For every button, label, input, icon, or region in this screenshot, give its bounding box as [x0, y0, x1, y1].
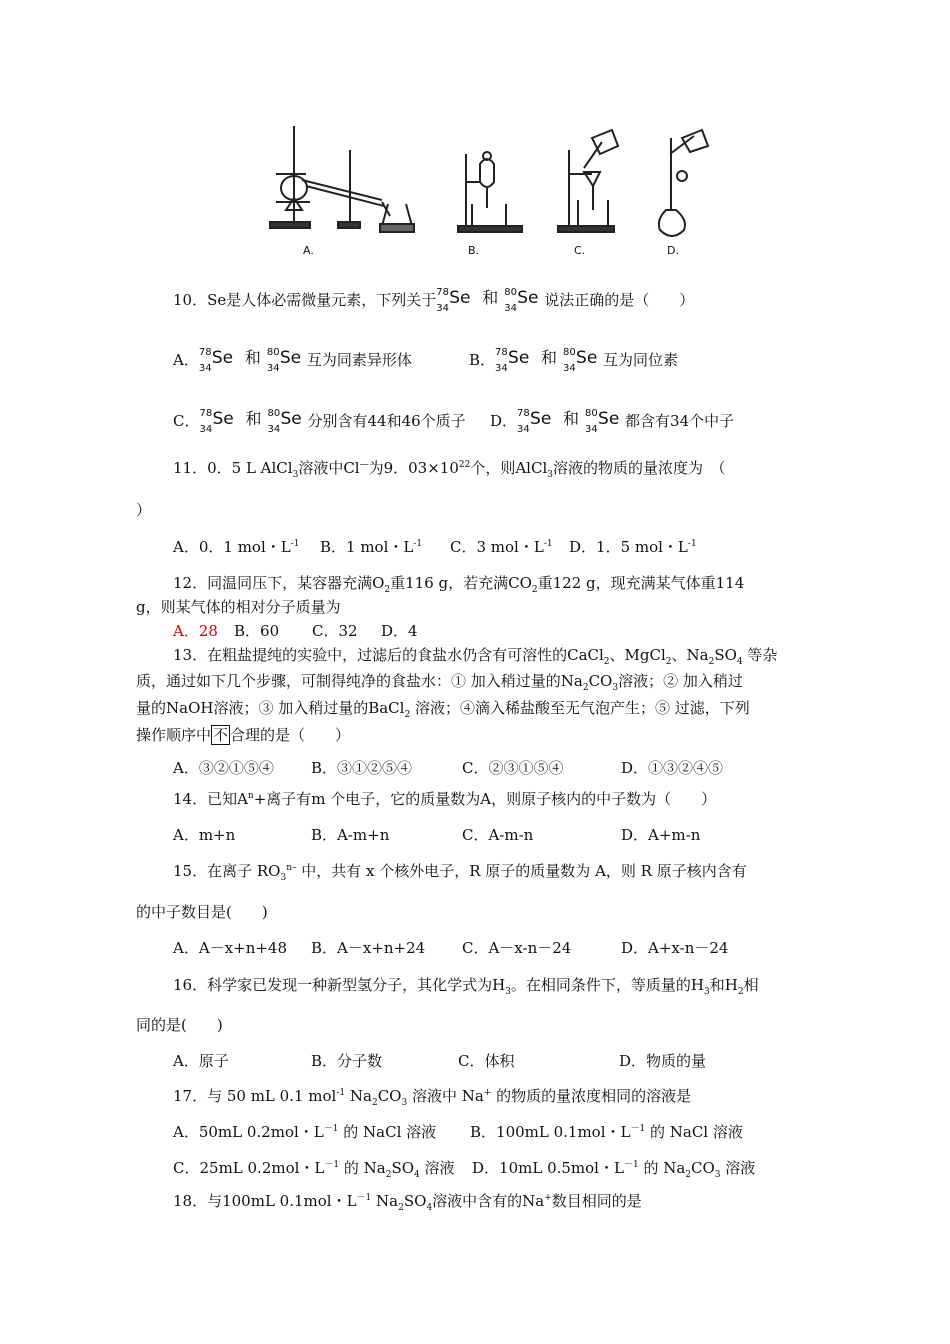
question-11-option-b: B．1 mol・$L^{-1}$ [320, 538, 423, 556]
question-14-option-d: D．A+m-n [621, 826, 701, 844]
figure-label-a: A. [303, 244, 314, 257]
question-13-option-d: D．①③②④⑤ [621, 759, 724, 777]
question-11-option-d: D．1．5 mol・$L^{-1}$ [569, 538, 697, 556]
question-12-stem-cont: g，则某气体的相对分子质量为 [136, 598, 341, 616]
question-13-option-a: A．③②①⑤④ [173, 759, 274, 777]
question-16-stem: 16．科学家已发现一种新型氢分子，其化学式为$H_3$。在相同条件下，等质量的$H_3$和$H_2$相 [173, 976, 759, 997]
question-11-option-a: A．0．1 mol・$L^{-1}$ [173, 538, 300, 556]
question-15-option-d: D．A+x-n－24 [621, 939, 729, 957]
question-18-stem: 18．与100mL 0.1mol・$L^{-1}$ $Na_2SO_4$溶液中含有的Na+数目相同的是 [173, 1192, 642, 1213]
volumetric-flask-apparatus-d [659, 130, 708, 236]
question-11-stem: 11．0．5 L AlCl$_3$溶液中Cl—为9．$03\times 10^{22}$个，则AlCl$_3$溶液的物质的量浓度为 （ [173, 459, 726, 480]
question-17-option-d: D．10mL 0.5mol・$L^{-1}$ 的 $Na_2CO_3$ 溶液 [472, 1159, 756, 1180]
question-14-option-b: B．A-m+n [311, 826, 390, 844]
question-14-option-a: A．m+n [173, 826, 236, 844]
question-16-option-a: A．原子 [173, 1052, 229, 1070]
question-16-option-c: C．体积 [458, 1052, 515, 1070]
filtration-apparatus-c [558, 130, 618, 232]
figure-label-b: B. [468, 244, 480, 257]
question-13-option-c: C．②③①⑤④ [462, 759, 564, 777]
question-13-stem-line2: 质，通过如下几个步骤，可制得纯净的食盐水：① 加入稍过量的$Na_2CO_3$溶液；② 加入稍过 [136, 672, 743, 693]
question-11-option-c: C．3 mol・$L^{-1}$ [450, 538, 553, 556]
question-15-option-a: A．A－x+n+48 [173, 939, 288, 957]
question-17-stem: 17．与 50 mL 0.1 mol$^{-1}$ $Na_2CO_3$ 溶液中 Na+ 的物质的量浓度相同的溶液是 [173, 1087, 692, 1108]
question-15-stem: 15．在离子 $RO_3^{n-}$ 中，共有 x 个核外电子，R 原子的质量数为 A，则 R 原子核内含有 [173, 862, 747, 883]
figure-label-d: D. [667, 244, 679, 257]
distillation-apparatus-a [270, 126, 414, 232]
question-15-stem-cont: 的中子数目是( ) [136, 903, 268, 921]
question-14-stem: 14．已知$A^n+$离子有m 个电子，它的质量数为A，则原子核内的中子数为（ ） [173, 790, 717, 808]
question-16-stem-cont: 同的是( ) [136, 1016, 223, 1034]
question-13-stem-line3: 量的NaOH溶液；③ 加入稍过量的BaCl$_2$ 溶液；④滴入稀盐酸至无气泡产生；⑤ 过滤，下列 [136, 699, 750, 720]
question-12-option-a: A．28 [173, 622, 218, 640]
apparatus-figure [262, 124, 720, 259]
isotope-se78: 78 34 Se [436, 287, 471, 314]
question-10-option-d: D． 78 34 Se 和 80 34 Se 都含有34个中子 [490, 408, 735, 435]
question-14-option-c: C．A-m-n [462, 826, 534, 844]
question-15-option-c: C．A－x-n－24 [462, 939, 572, 957]
separatory-funnel-apparatus-b [458, 152, 522, 232]
question-13-option-b: B．③①②⑤④ [311, 759, 413, 777]
question-12-option-c: C．32 [312, 622, 358, 640]
question-12-option-b: B．60 [234, 622, 280, 640]
figure-label-c: C. [574, 244, 586, 257]
question-12-option-d: D．4 [381, 622, 418, 640]
question-17-option-b: B．100mL 0.1mol・$L^{-1}$ 的 NaCl 溶液 [470, 1123, 743, 1141]
question-10-stem: 10．Se是人体必需微量元素，下列关于 78 34 Se 和 80 34 Se 说法正确的是（ ） [173, 283, 694, 313]
question-13-stem-line4: 操作顺序中 不 合理的是（ ） [136, 726, 351, 744]
isotope-se80: 80 34 Se [504, 287, 539, 314]
question-10-option-c: C． 78 34 Se 和 80 34 Se 分别含有44和46个质子 [173, 408, 466, 435]
question-16-option-d: D．物质的量 [619, 1052, 707, 1070]
emphasis-box: 不 [213, 726, 229, 744]
question-16-option-b: B．分子数 [311, 1052, 383, 1070]
question-17-option-a: A．50mL 0.2mol・$L^{-1}$ 的 NaCl 溶液 [173, 1123, 437, 1141]
question-17-option-c: C．25mL 0.2mol・$L^{-1}$ 的 $Na_2SO_4$ 溶液 [173, 1159, 455, 1180]
question-12-stem: 12．同温同压下，某容器充满$O_2$重116 g，若充满$CO_2$重122 g，现充满某气体重114 [173, 574, 745, 595]
question-13-stem-line1: 13．在粗盐提纯的实验中，过滤后的食盐水仍含有可溶性的CaCl$_2$、MgCl$_2$、$Na_2SO_4$ 等杂 [173, 646, 778, 667]
question-10-option-a: A． 78 34 Se 和 80 34 Se 互为同素异形体 [173, 347, 412, 374]
question-10-option-b: B． 78 34 Se 和 80 34 Se 互为同位素 [469, 347, 679, 374]
question-11-stem-cont: ） [136, 501, 152, 519]
question-15-option-b: B．A－x+n+24 [311, 939, 426, 957]
